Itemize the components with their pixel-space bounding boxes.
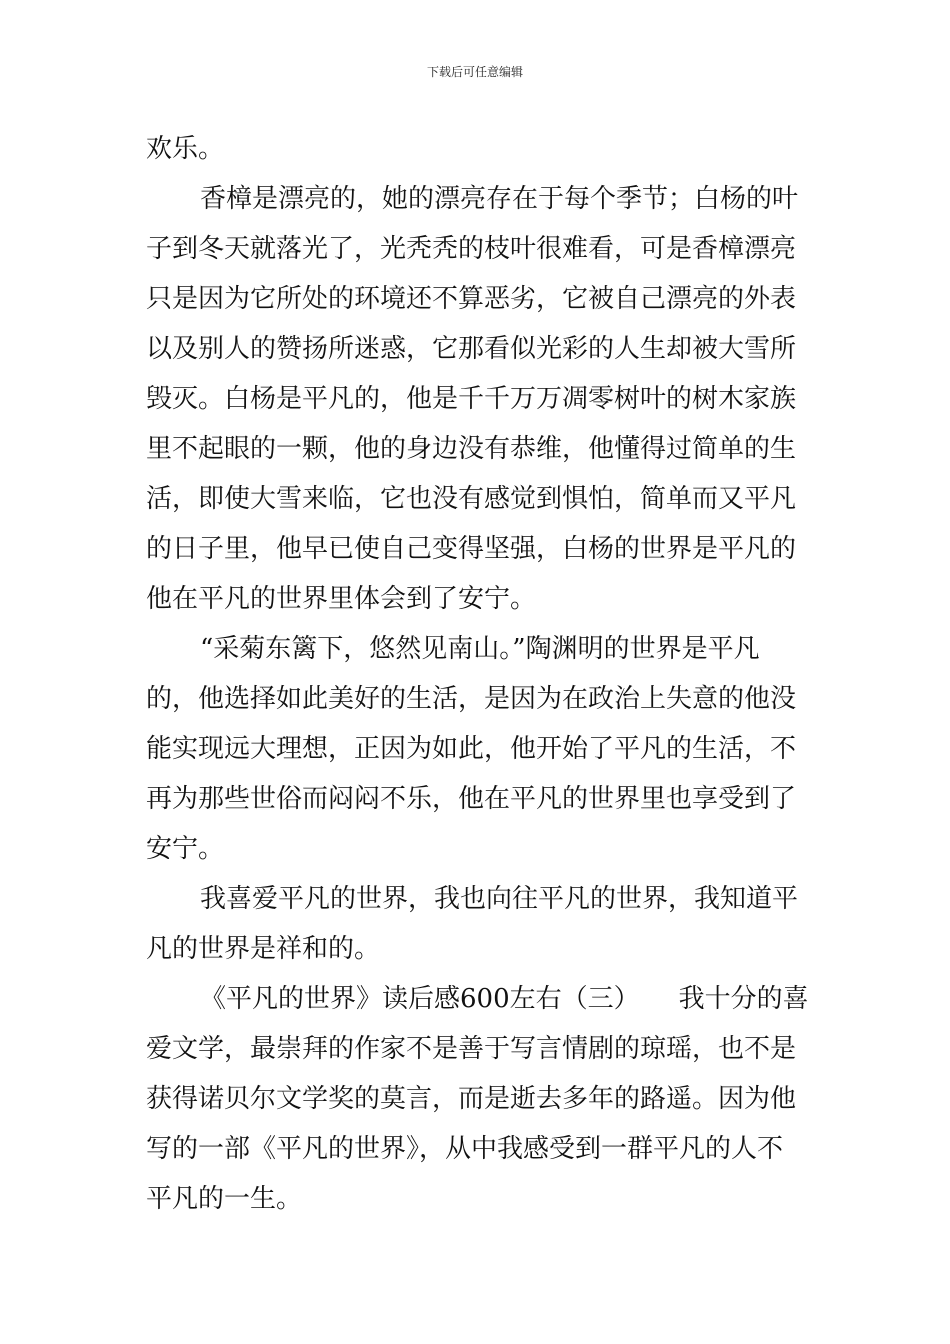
text-line: 他在平凡的世界里体会到了安宁。	[146, 584, 537, 614]
text-line: 凡的世界是祥和的。	[146, 934, 381, 964]
text-line: 能实现远大理想，正因为如此，他开始了平凡的生活，不	[146, 734, 797, 764]
paragraph-start-line: 我喜爱平凡的世界，我也向往平凡的世界，我知道平	[200, 884, 799, 914]
text-line: 欢乐。	[146, 134, 225, 164]
text-line: 再为那些世俗而闷闷不乐，他在平凡的世界里也享受到了	[146, 784, 797, 814]
text-line: 安宁。	[146, 834, 225, 864]
text-line: 的，他选择如此美好的生活，是因为在政治上失意的他没	[146, 684, 797, 714]
document-body	[146, 124, 810, 1224]
text-line: 毁灭。白杨是平凡的，他是千千万万凋零树叶的树木家族	[146, 384, 797, 414]
text-line: 写的一部《平凡的世界》，从中我感受到一群平凡的人不	[146, 1134, 784, 1164]
page-header: 下载后可任意编辑	[426, 65, 523, 79]
text-line: 的日子里，他早已使自己变得坚强，白杨的世界是平凡的	[146, 534, 797, 564]
text-line: 获得诺贝尔文学奖的莫言，而是逝去多年的路遥。因为他	[146, 1084, 797, 1114]
text-line: 子到冬天就落光了，光秃秃的枝叶很难看，可是香樟漂亮	[146, 234, 797, 264]
paragraph-start-line: 香樟是漂亮的，她的漂亮存在于每个季节；白杨的叶	[200, 184, 799, 214]
paragraph-start-line: 《平凡的世界》读后感600左右（三） 我十分的喜	[200, 984, 809, 1014]
paragraph-start-line: “采菊东篱下，悠然见南山。”陶渊明的世界是平凡	[200, 634, 760, 664]
text-line: 活，即使大雪来临，它也没有感觉到惧怕，简单而又平凡	[146, 484, 797, 514]
text-line: 平凡的一生。	[146, 1184, 303, 1214]
text-line: 爱文学，最崇拜的作家不是善于写言情剧的琼瑶，也不是	[146, 1034, 797, 1064]
text-line: 里不起眼的一颗，他的身边没有恭维，他懂得过简单的生	[146, 434, 797, 464]
text-line: 以及别人的赞扬所迷惑，它那看似光彩的人生却被大雪所	[146, 334, 797, 364]
text-line: 只是因为它所处的环境还不算恶劣，它被自己漂亮的外表	[146, 284, 797, 314]
